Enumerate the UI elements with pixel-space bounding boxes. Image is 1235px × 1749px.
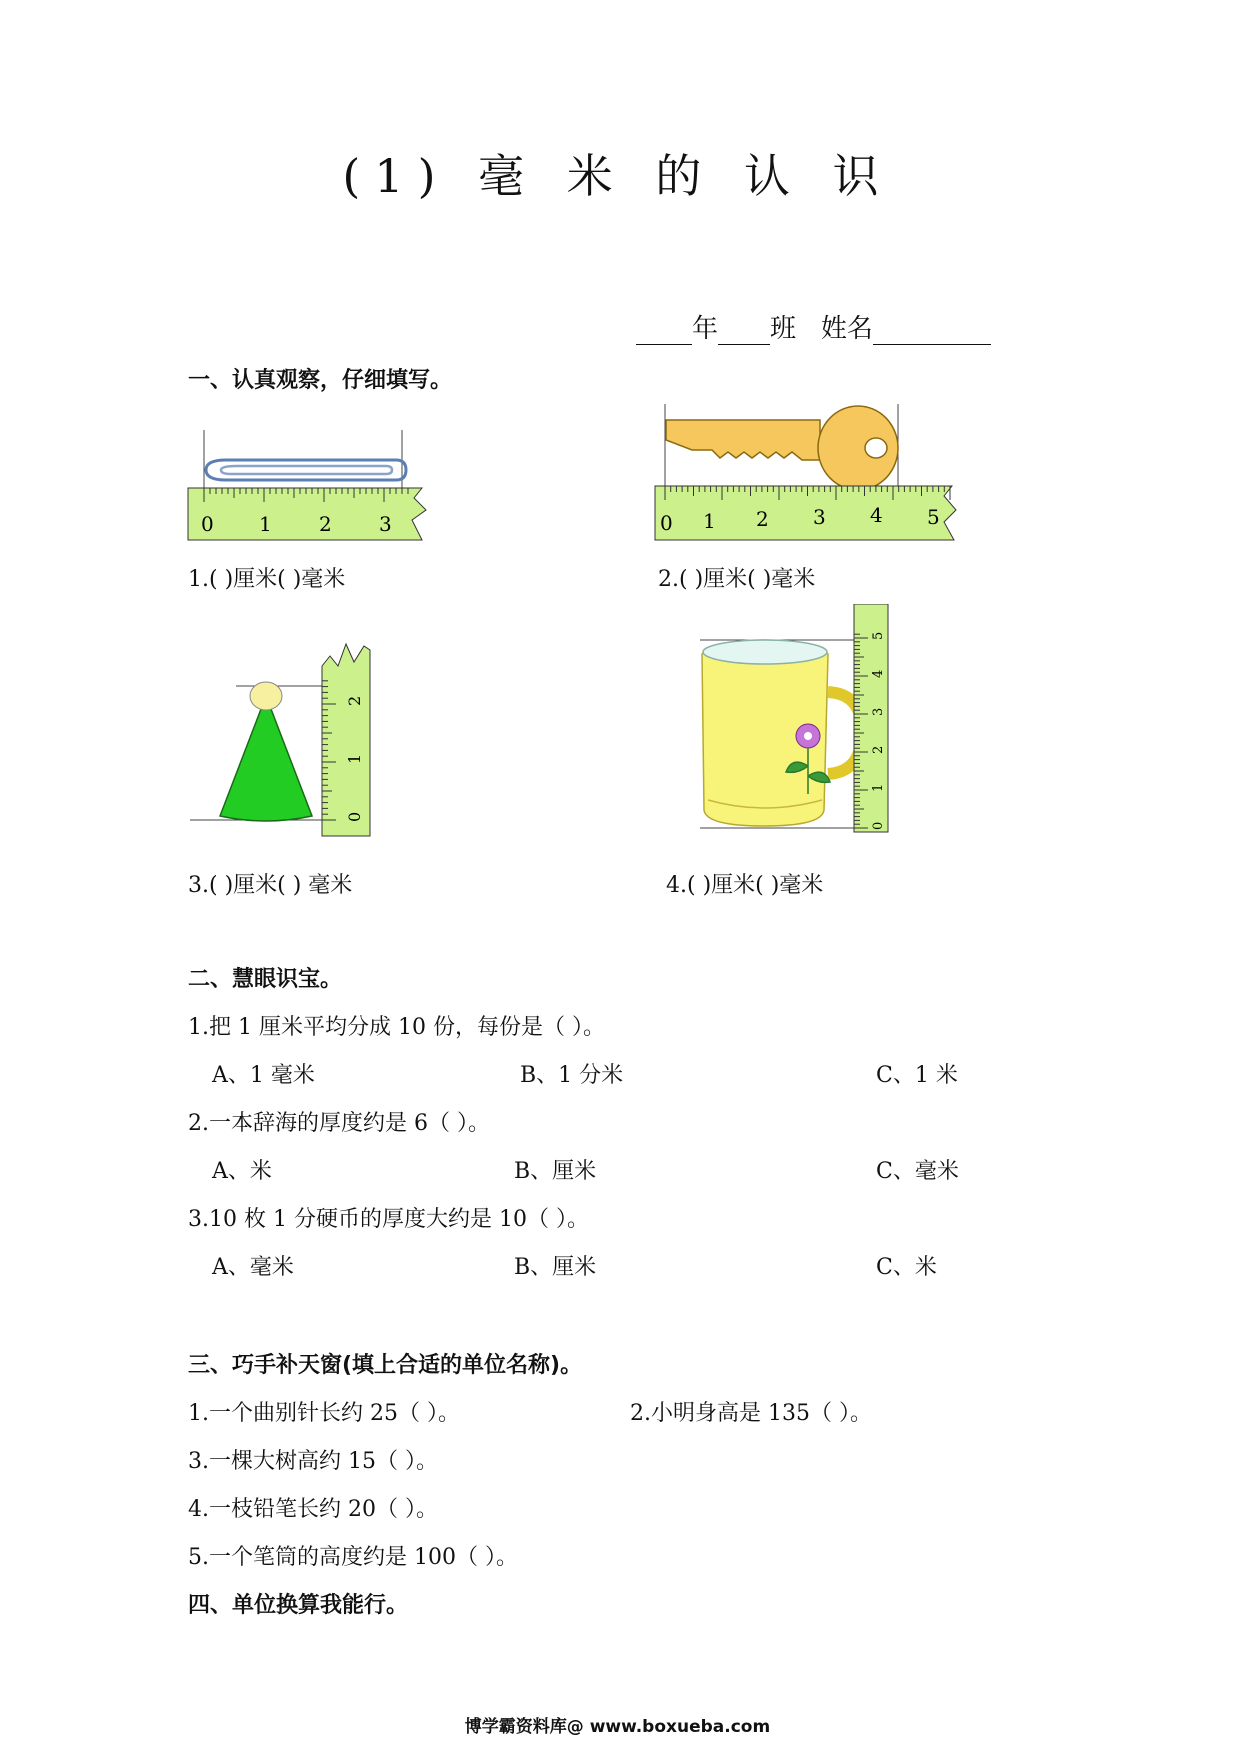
- section2-heading: 二、慧眼识宝。: [188, 967, 343, 992]
- q2-text: 2.( )厘米( )毫米: [658, 567, 816, 592]
- ruler4-label-1: 1: [871, 783, 886, 792]
- ruler4-label-0: 0: [871, 821, 886, 830]
- s2-q1-option-a[interactable]: A、1 毫米: [212, 1063, 315, 1088]
- q4-text: 4.( )厘米( )毫米: [666, 873, 824, 898]
- s3-q1: 1.一个曲别针长约 25（ ）。: [188, 1401, 460, 1426]
- name-blank[interactable]: [873, 320, 991, 345]
- s2-q3-option-a[interactable]: A、毫米: [212, 1255, 294, 1280]
- s2-q1-option-b[interactable]: B、1 分米: [520, 1063, 624, 1088]
- ruler2-label-0: 0: [660, 511, 673, 535]
- ruler4-label-3: 3: [871, 707, 886, 716]
- student-info: [636, 308, 991, 345]
- section3-heading: 三、巧手补天窗(填上合适的单位名称)。: [188, 1353, 583, 1378]
- page-title: (1) 毫 米 的 认 识: [342, 149, 893, 203]
- s2-q2-option-b[interactable]: B、厘米: [514, 1159, 597, 1184]
- s2-q2-option-a[interactable]: A、米: [212, 1159, 272, 1184]
- class-label: 班: [770, 314, 797, 344]
- ruler3-label-0: 0: [345, 811, 364, 822]
- s3-q5: 5.一个笔筒的高度约是 100（ ）。: [188, 1545, 518, 1570]
- s2-q3-option-b[interactable]: B、厘米: [514, 1255, 597, 1280]
- ruler1-label-0: 0: [201, 512, 214, 536]
- section4-heading: 四、单位换算我能行。: [188, 1593, 409, 1618]
- paperclip-icon: [206, 460, 406, 480]
- ruler4-label-4: 4: [871, 669, 886, 678]
- year-label: 年: [692, 314, 719, 344]
- ruler2: [655, 486, 956, 540]
- figure-key: [652, 400, 972, 550]
- year-blank[interactable]: [636, 320, 692, 345]
- s2-q2: 2.一本辞海的厚度约是 6（ ）。: [188, 1111, 490, 1136]
- class-blank[interactable]: [718, 320, 770, 345]
- name-label: 姓名: [820, 314, 873, 344]
- ruler2-label-4: 4: [870, 503, 883, 527]
- ruler1-label-3: 3: [379, 512, 392, 536]
- footer-watermark: 博学霸资料库@ www.boxueba.com: [464, 1717, 771, 1737]
- cup-icon: [702, 640, 862, 826]
- figure-cup: [688, 604, 928, 842]
- s3-q2: 2.小明身高是 135（ ）。: [630, 1401, 872, 1426]
- q3-text: 3.( )厘米( ) 毫米: [188, 873, 353, 898]
- ruler4-label-5: 5: [871, 631, 886, 640]
- ruler2-label-3: 3: [813, 505, 826, 529]
- ruler2-label-5: 5: [927, 505, 940, 529]
- ruler1-label-2: 2: [319, 512, 332, 536]
- s3-q3: 3.一棵大树高约 15（ ）。: [188, 1449, 438, 1474]
- ruler3-label-2: 2: [345, 695, 364, 706]
- s3-q4: 4.一枝铅笔长约 20（ ）。: [188, 1497, 438, 1522]
- ruler2-label-2: 2: [756, 507, 769, 531]
- ruler3-label-1: 1: [345, 753, 364, 764]
- ruler3: [322, 644, 370, 836]
- s2-q1-option-c[interactable]: C、1 米: [876, 1063, 958, 1088]
- ruler1-label-1: 1: [259, 512, 272, 536]
- s2-q2-option-c[interactable]: C、毫米: [876, 1159, 959, 1184]
- figure-cone: [188, 640, 388, 840]
- s2-q3: 3.10 枚 1 分硬币的厚度大约是 10（ ）。: [188, 1207, 589, 1232]
- key-icon: [666, 406, 898, 490]
- ruler2-label-1: 1: [703, 509, 716, 533]
- s2-q1: 1.把 1 厘米平均分成 10 份，每份是（ ）。: [188, 1015, 605, 1040]
- s2-q3-option-c[interactable]: C、米: [876, 1255, 937, 1280]
- ruler4-label-2: 2: [871, 745, 886, 754]
- cone-icon: [220, 682, 312, 821]
- q1-text: 1.( )厘米( )毫米: [188, 567, 346, 592]
- figure-paperclip: [186, 428, 436, 550]
- section1-heading: 一、认真观察，仔细填写。: [188, 368, 453, 393]
